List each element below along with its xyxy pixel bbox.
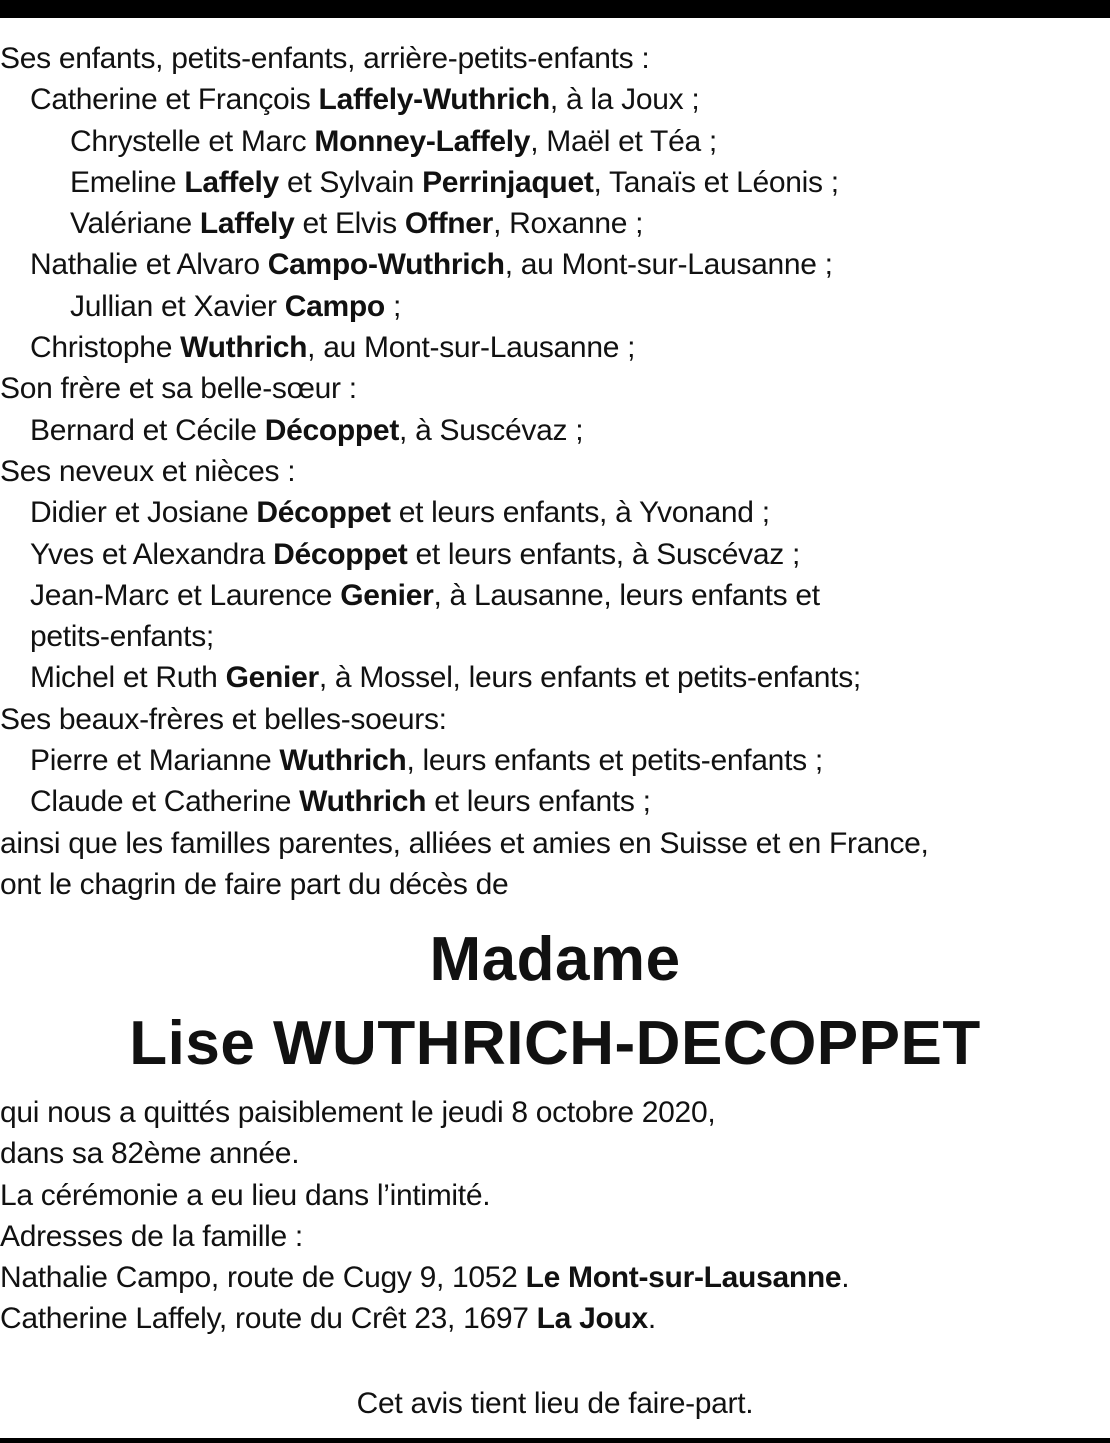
bold-name: Wuthrich	[279, 744, 407, 778]
text-segment: ;	[384, 289, 401, 323]
family-line	[0, 616, 1110, 657]
text-segment: Didier et Josiane	[30, 496, 257, 530]
text-segment: Chrystelle et Marc	[70, 124, 315, 158]
top-border-rule	[0, 0, 1110, 18]
text-segment: ont le chagrin de faire part du décès de	[0, 867, 509, 901]
text-segment: , à Mossel, leurs enfants et petits-enfants;	[318, 661, 861, 695]
detail-line	[0, 1133, 1110, 1174]
family-line	[0, 327, 1110, 368]
text-segment: et Sylvain	[278, 165, 423, 199]
notice-text: Cet avis tient lieu de faire-part.	[356, 1387, 754, 1420]
family-line	[0, 823, 1110, 864]
text-segment: Jean-Marc et Laurence	[30, 578, 341, 612]
family-line	[0, 203, 1110, 244]
family-line	[0, 38, 1110, 79]
family-line	[0, 162, 1110, 203]
bold-name: Décoppet	[256, 496, 391, 530]
bold-name: Le Mont-sur-Lausanne	[525, 1261, 842, 1295]
text-segment: , Maël et Téa ;	[530, 124, 717, 158]
text-segment: .	[647, 1302, 656, 1336]
bold-name: Genier	[225, 661, 319, 695]
family-line	[0, 451, 1110, 492]
text-segment: Nathalie Campo, route de Cugy 9, 1052	[0, 1261, 526, 1295]
family-line	[0, 575, 1110, 616]
text-segment: Catherine Laffely, route du Crêt 23, 1697	[0, 1302, 537, 1336]
deceased-name-block	[0, 918, 1110, 1086]
detail-line	[0, 1257, 1110, 1298]
bold-name: Offner	[404, 207, 494, 241]
family-line	[0, 864, 1110, 905]
text-segment: Ses enfants, petits-enfants, arrière-petits-enfants :	[0, 42, 650, 75]
family-line	[0, 740, 1110, 781]
text-segment: Christophe	[30, 331, 181, 365]
text-segment: , Roxanne ;	[493, 207, 644, 241]
bottom-border-rule	[0, 1438, 1110, 1443]
text-segment: dans sa 82ème année.	[0, 1137, 300, 1171]
text-segment: Bernard et Cécile	[30, 413, 265, 447]
text-segment: , à la Joux ;	[549, 83, 700, 117]
bold-name: Perrinjaquet	[422, 165, 594, 199]
text-segment: Ses beaux-frères et belles-soeurs:	[0, 702, 447, 736]
bold-name: Laffely-Wuthrich	[318, 83, 550, 117]
deceased-name: Lise WUTHRICH-DECOPPET	[129, 1009, 981, 1078]
family-line	[0, 699, 1110, 740]
detail-line	[0, 1175, 1110, 1216]
text-segment: La cérémonie a eu lieu dans l’intimité.	[0, 1178, 491, 1212]
text-segment: Claude et Catherine	[30, 785, 300, 819]
text-segment: et leurs enfants, à Yvonand ;	[390, 496, 770, 530]
text-segment: Yves et Alexandra	[30, 537, 274, 571]
death-details	[0, 1092, 1110, 1340]
text-segment: Son frère et sa belle-sœur :	[0, 372, 357, 406]
text-segment: , à Lausanne, leurs enfants et	[433, 578, 820, 612]
bold-name: Genier	[340, 578, 434, 612]
text-segment: petits-enfants;	[30, 620, 214, 654]
text-segment: , au Mont-sur-Lausanne ;	[504, 248, 833, 282]
text-segment: Emeline	[70, 165, 185, 199]
bold-name: Décoppet	[273, 537, 408, 571]
detail-line	[0, 1298, 1110, 1339]
text-segment: Adresses de la famille :	[0, 1219, 303, 1253]
family-line	[0, 781, 1110, 822]
bold-name: Décoppet	[264, 413, 400, 447]
text-segment: et leurs enfants ;	[426, 785, 651, 819]
family-line	[0, 244, 1110, 285]
bold-name: Wuthrich	[299, 785, 427, 819]
family-list	[0, 38, 1110, 905]
bold-name: Campo-Wuthrich	[267, 248, 505, 282]
text-segment: Jullian et Xavier	[70, 289, 285, 323]
text-segment: Valériane	[70, 207, 200, 241]
text-segment: , à Suscévaz ;	[399, 413, 584, 447]
deceased-title: Madame	[429, 925, 681, 994]
text-segment: ainsi que les familles parentes, alliées et amies en Suisse et en France,	[0, 826, 929, 860]
detail-line	[0, 1216, 1110, 1257]
text-segment: , leurs enfants et petits-enfants ;	[406, 744, 823, 778]
bold-name: Laffely	[184, 165, 279, 199]
text-segment: , au Mont-sur-Lausanne ;	[307, 331, 636, 365]
text-segment: , Tanaïs et Léonis ;	[593, 165, 839, 199]
family-line	[0, 79, 1110, 120]
text-segment: Michel et Ruth	[30, 661, 226, 695]
text-segment: Ses neveux et nièces :	[0, 454, 296, 488]
text-segment: qui nous a quittés paisiblement le jeudi 8 octobre 2020,	[0, 1096, 716, 1129]
family-line	[0, 657, 1110, 698]
bold-name: Laffely	[199, 207, 295, 241]
text-segment: Nathalie et Alvaro	[30, 248, 268, 282]
family-line	[0, 286, 1110, 327]
family-line	[0, 492, 1110, 533]
text-segment: et Elvis	[294, 207, 405, 241]
family-line	[0, 534, 1110, 575]
detail-line	[0, 1092, 1110, 1133]
text-segment: .	[841, 1261, 850, 1295]
text-segment: Catherine et François	[30, 83, 319, 117]
bold-name: La Joux	[536, 1302, 648, 1336]
family-line	[0, 368, 1110, 409]
family-line	[0, 410, 1110, 451]
text-segment: et leurs enfants, à Suscévaz ;	[407, 537, 800, 571]
bold-name: Monney-Laffely	[314, 124, 531, 158]
bold-name: Wuthrich	[180, 331, 308, 365]
family-line	[0, 121, 1110, 162]
bold-name: Campo	[284, 289, 385, 323]
text-segment: Pierre et Marianne	[30, 744, 280, 778]
